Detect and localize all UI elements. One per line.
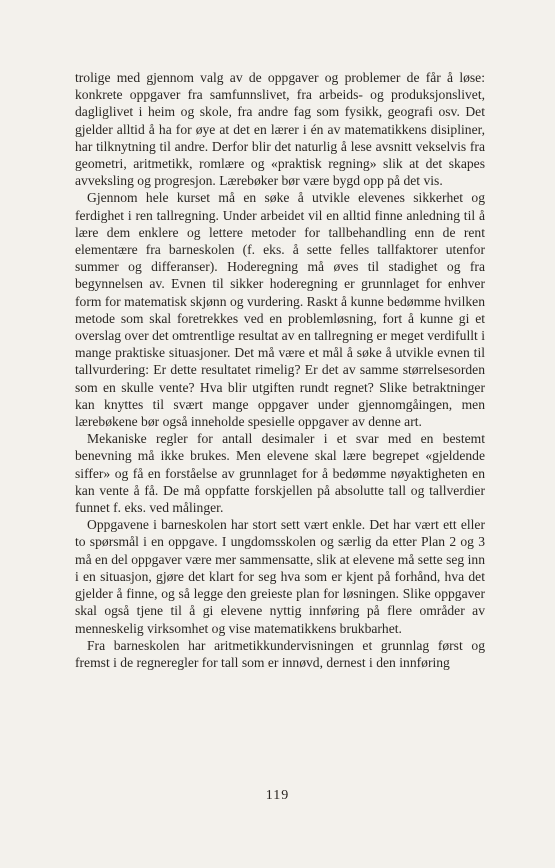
paragraph-1: trolige med gjennom valg av de oppgaver og problemer de får å løse: konkrete oppgaver fra samfunnslivet, fra arbeids- og produksjonslivet, dagliglivet i heim og skole, fra andre fag som fysikk, geografi osv. Det gjelder alltid å ha for øye at det en lærer i én av matematikkens disipliner, har tilknytning til andre. Derfor blir det naturlig å lese avsnitt vekselvis fra geometri, aritmetikk, romlære og «praktisk regning» slik at det skapes avveksling og progresjon. Lærebøker bør være bygd opp på det vis. bbox=[75, 70, 485, 189]
paragraph-2: Gjennom hele kurset må en søke å utvikle elevenes sikkerhet og ferdighet i ren tallregning. Under arbeidet vil en alltid finne anledning til å lære dem enklere og lettere metoder for tallbehandling enn de rent elementære fra barneskolen (f. eks. å sette felles tallfaktorer utenfor summer og differanser). Hoderegning må øves til stadighet og fra begynnelsen av. Evnen til sikker hoderegning er grunnlaget for enhver form for matematisk skjønn og vurdering. Raskt å kunne bedømme hvilken metode som skal foretrekkes ved en problemløsning, fort å kunne gi et overslag over det omtrentlige resultat av en tallregning er meget verdifullt i mange praktiske situasjoner. Det må være et mål å søke å utvikle evnen til tallvurdering: Er dette resultatet rimelig? Er det av samme størrelsesorden som en skulle vente? Hva blir utgiften rundt regnet? Slike betraktninger kan knyttes til svært mange oppgaver under gjennomgåingen, men lærebøkene bør også inneholde spesielle oppgaver av denne art. bbox=[75, 190, 485, 430]
paragraph-5: Fra barneskolen har aritmetikkundervisningen et grunnlag først og fremst i de regneregler for tall som er innøvd, dernest i den innføring bbox=[75, 637, 485, 670]
body-text bbox=[75, 69, 485, 671]
page-number: 119 bbox=[265, 788, 290, 803]
paragraph-3: Mekaniske regler for antall desimaler i et svar med en bestemt benevning må ikke brukes. Men elevene skal lære begrepet «gjeldende siffer» og få en forståelse av grunnlaget for å bedømme nøyaktigheten en kan vente å få. De må oppfatte forskjellen på absolutte tall og tallverdier funnet f. eks. ved målinger. bbox=[75, 431, 485, 516]
paragraph-4: Oppgavene i barneskolen har stort sett vært enkle. Det har vært ett eller to spørsmål i en oppgave. I ungdomsskolen og særlig da etter Plan 2 og 3 må en del oppgaver være mer sammensatte, slik at elevene må sette seg inn i en situasjon, gjøre det klart for seg hva som er kjent på forhånd, hva det gjelder å finne, og så legge den greieste plan for løsningen. Slike oppgaver skal også tjene til å gi elevene nyttig innføring på flere områder av menneskelig virksomhet og vise matematikkens brukbarhet. bbox=[75, 517, 485, 636]
